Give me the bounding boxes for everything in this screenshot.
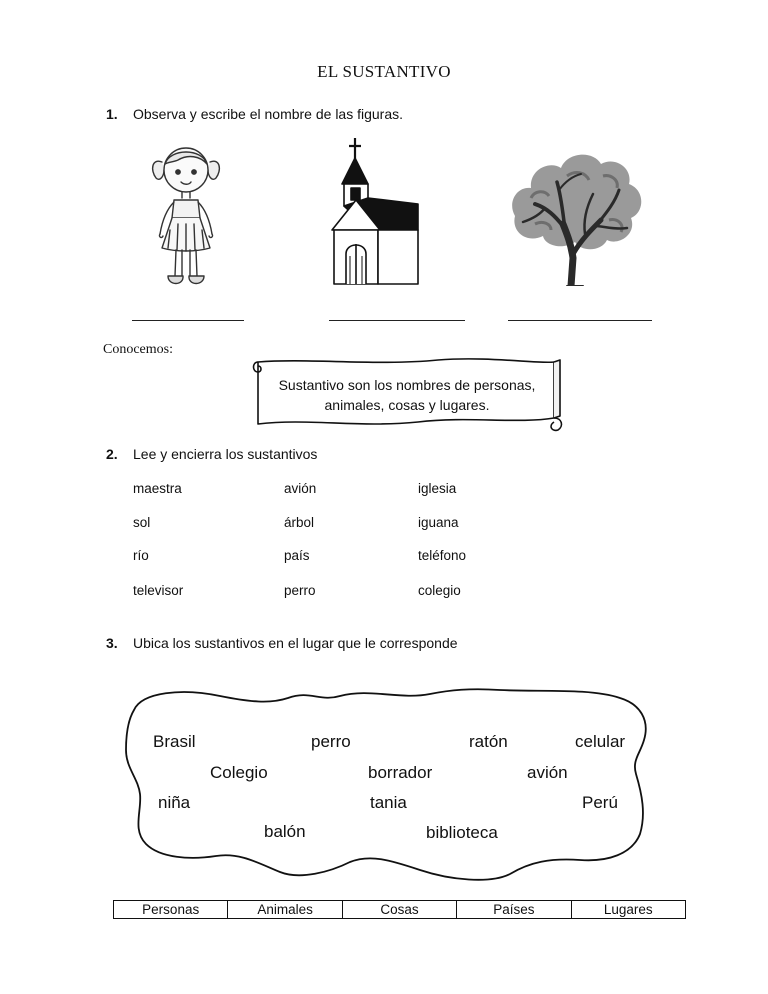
word-item[interactable]: colegio [418,583,461,598]
cloud-word[interactable]: Brasil [153,732,196,751]
word-item[interactable]: iglesia [418,481,457,496]
table-row [114,901,686,919]
question-3-text: Ubica los sustantivos en el lugar que le corresponde [133,635,458,651]
cloud-word[interactable]: Perú [582,793,618,812]
cloud-word[interactable]: biblioteca [426,823,498,842]
category-lugares[interactable]: Lugares [571,901,685,919]
answer-line-1[interactable] [132,320,244,321]
word-item[interactable]: país [284,548,310,563]
tree-illustration [505,146,647,286]
category-cosas[interactable]: Cosas [342,901,456,919]
cloud-word[interactable]: tania [370,793,407,812]
word-item[interactable]: perro [284,583,316,598]
cloud-word[interactable]: celular [575,732,626,751]
cloud-word[interactable]: balón [264,822,306,841]
word-item[interactable]: iguana [418,515,459,530]
word-item[interactable]: árbol [284,515,315,530]
cloud-word[interactable]: Colegio [210,763,268,782]
word-item[interactable]: teléfono [418,548,467,563]
category-paises[interactable]: Países [457,901,571,919]
conocemos-label: Conocemos: [103,342,173,357]
word-cloud [120,684,658,882]
word-item[interactable]: río [133,548,149,563]
answer-line-3[interactable] [508,320,652,321]
word-item[interactable]: maestra [133,481,182,496]
answer-line-2[interactable] [329,320,465,321]
category-table [113,900,686,919]
category-personas[interactable]: Personas [114,901,228,919]
cloud-word[interactable]: perro [311,732,351,751]
cloud-word[interactable]: ratón [469,732,508,751]
question-1-number: 1. [106,106,118,122]
word-item[interactable]: avión [284,481,317,496]
cloud-word[interactable]: niña [158,793,191,812]
girl-illustration [148,140,224,290]
question-1-text: Observa y escribe el nombre de las figuras. [133,106,404,122]
cloud-word[interactable]: borrador [368,763,433,782]
page-title: EL SUSTANTIVO [317,62,451,81]
word-item[interactable]: televisor [133,583,184,598]
question-2-text: Lee y encierra los sustantivos [133,446,318,462]
church-illustration [330,138,422,288]
callout-line-1: Sustantivo son los nombres de personas, [278,377,536,393]
word-item[interactable]: sol [133,515,151,530]
cloud-word[interactable]: avión [527,763,568,782]
question-2-number: 2. [106,446,118,462]
question-3-number: 3. [106,635,118,651]
callout-line-2: animales, cosas y lugares. [324,397,490,413]
category-animales[interactable]: Animales [228,901,342,919]
callout-text [252,375,562,415]
